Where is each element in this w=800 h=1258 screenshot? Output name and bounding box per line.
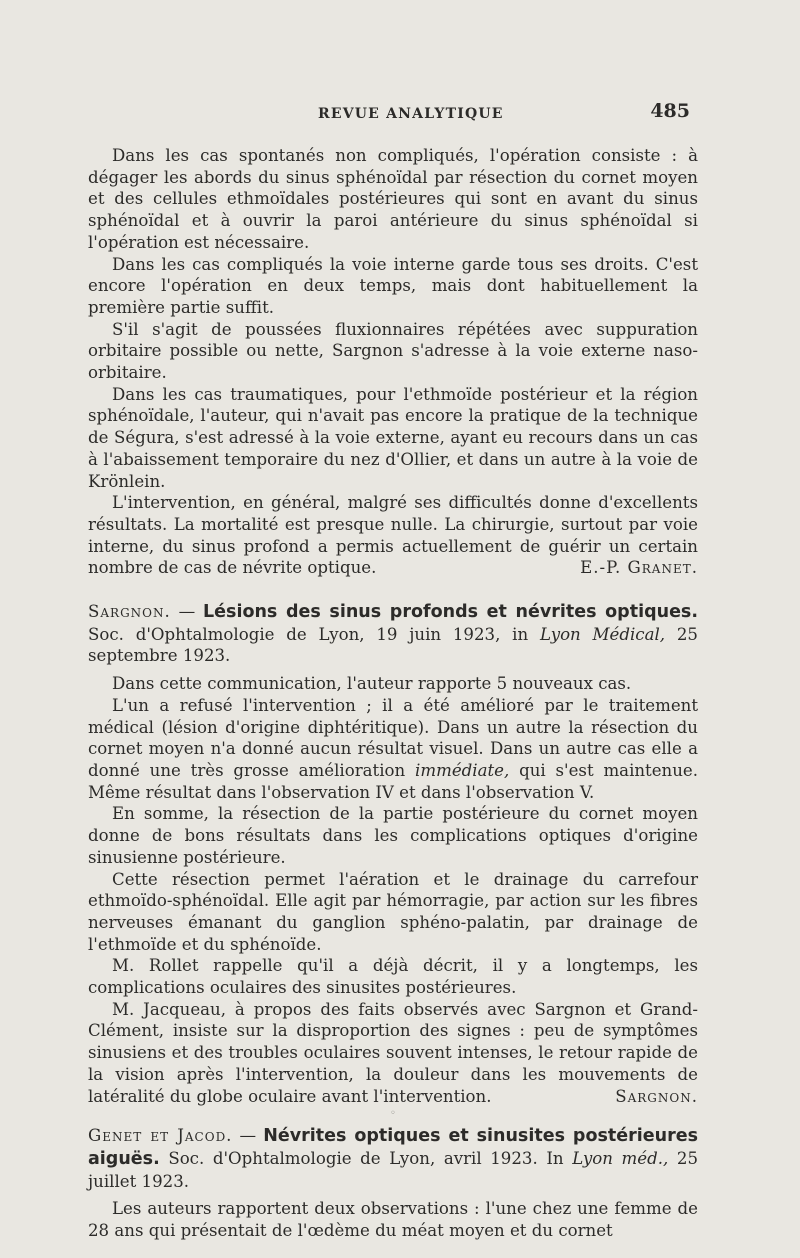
emphasis: immédiate, [415,760,510,780]
paragraph: Dans les cas traumatiques, pour l'ethmoïde postérieur et la région sphénoïdale, l'auteur, qui n'avait pas encore la pratique de la technique de Ségura, s'est adressé à la voie externe, ayant eu recours dans un cas à l'abaissement temporaire du nez d'Ollier, et dans un autre à la voie de Krönlein. [88,384,698,491]
signature: Sargnon. [615,1086,698,1106]
entry-date: 25 juillet 1923. [88,1148,699,1191]
entry-heading: Genet et Jacod. — Névrites optiques et sinusites postérieures aiguës. Soc. d'Ophtalmologie de Lyon, avril 1923. In Lyon méd., 25 juillet 1923. [88,1126,699,1191]
page-number: 485 [650,100,690,122]
paragraph: Les auteurs rapportent deux observations : l'une chez une femme de 28 ans qui présentait de l'œdème du méat moyen et du cornet [88,1199,698,1241]
page-header [88,100,698,140]
paragraph: M. Rollet rappelle qu'il a déjà décrit, il y a longtemps, les complications oculaires des sinusites postérieures. [88,956,698,998]
paragraph [88,695,698,804]
entry-author: Genet et Jacod. [88,1126,233,1146]
signature: E.-P. Granet. [580,558,698,578]
entry-source: Soc. d'Ophtalmologie de Lyon, avril 1923. In [168,1148,564,1168]
paragraph: Dans les cas compliqués la voie interne garde tous ses droits. C'est encore l'opération en deux temps, mais dont habituellement la première partie suffit. [88,254,698,317]
entry-title: Lésions des sinus profonds et névrites optiques. [203,602,698,623]
paragraph: Dans cette communication, l'auteur rapporte 5 nouveaux cas. [112,674,632,694]
entry-journal: Lyon Médical, [539,624,666,644]
paragraph: En somme, la résection de la partie postérieure du cornet moyen donne de bons résultats dans les complications optiques d'origine sinusienne postérieure. [88,804,698,867]
body-text [88,145,698,1242]
paragraph [88,999,698,1108]
entry-source: Soc. d'Ophtalmologie de Lyon, 19 juin 1923, in [88,624,529,644]
paragraph: Dans les cas spontanés non compliqués, l'opération consiste : à dégager les abords du sinus sphénoïdal par résection du cornet moyen et des cellules ethmoïdales postérieures qui sont en avant du sinus sphénoïdal et à ouvrir la paroi antérieure du sinus sphénoïdal si l'opération est nécessaire. [88,146,698,252]
entry-author: Sargnon. [88,602,171,622]
entry-title: Névrites optiques et sinusites postérieures aiguës. [88,1126,698,1169]
paragraph-text: M. Jacqueau, à propos des faits observés avec Sargnon et Grand-Clément, insiste sur la disproportion des signes : peu de symptômes sinusiens et des troubles oculaires souvent intenses, le retour rapide de la vision après l'intervention, la douleur dans les mouvements de latéralité du globe oculaire avant l'intervention. [88,999,698,1106]
entry-journal: Lyon méd., [572,1148,669,1168]
running-title: REVUE ANALYTIQUE [318,106,504,122]
entry-heading: Sargnon. — Lésions des sinus profonds et névrites optiques. Soc. d'Ophtalmologie de Lyon, 19 juin 1923, in Lyon Médical, 25 septembre 1923. [88,602,698,666]
entry-date: 25 septembre 1923. [88,624,698,666]
paragraph: Cette résection permet l'aération et le drainage du carrefour ethmoïdo-sphénoïdal. Elle agit par hémorragie, par action sur les fibres nerveuses émanant du ganglion sphéno-palatin, par drainage de l'ethmoïde et du sphénoïde. [88,869,698,954]
paragraph-text: qui s'est maintenue. Même résultat dans l'observation IV et dans l'observation V. [88,760,699,802]
paragraph [88,492,698,579]
paragraph-text: L'un a refusé l'intervention ; il a été amélioré par le traitement médical (lésion d'origine diphtéritique). Dans un autre la résection du cornet moyen n'a donné aucun résultat visuel. Dans un autre cas elle a donné une très grosse amélioration [88,695,698,780]
separator-ornament: ◦ [390,1108,396,1120]
paragraph: S'il s'agit de poussées fluxionnaires répétées avec suppuration orbitaire possible ou nette, Sargnon s'adresse à la voie externe naso-orbitaire. [88,319,698,383]
paragraph-text: L'intervention, en général, malgré ses difficultés donne d'excellents résultats. La mortalité est presque nulle. La chirurgie, surtout par voie interne, du sinus profond a permis actuellement de guérir un certain nombre de cas de névrite optique. [88,493,698,578]
